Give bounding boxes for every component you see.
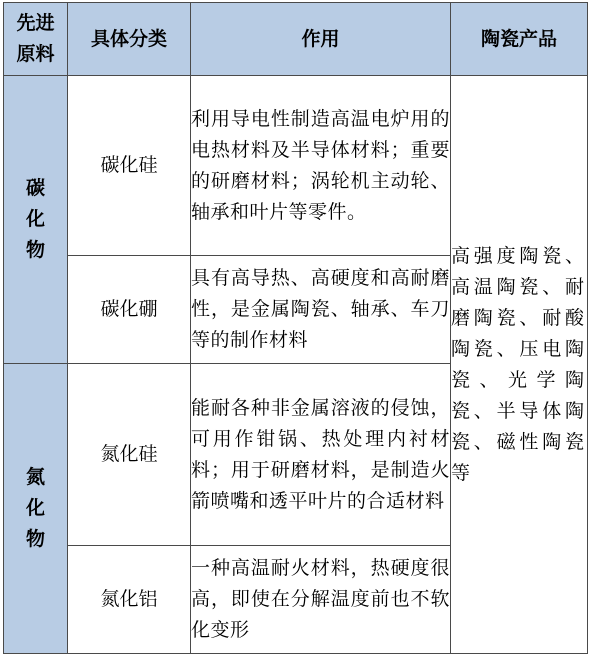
function-text: 利用导电性制造高温电炉用的电热材料及半导体材料；重要的研磨材料；涡轮机主动轮、轴承和叶片等零件。 <box>191 76 451 256</box>
function-text: 能耐各种非金属溶液的侵蚀，可用作钳锅、热处理内衬材料；用于研磨材料，是制造火箭喷嘴和透平叶片的合适材料 <box>191 364 451 546</box>
subcategory-name: 碳化硼 <box>68 256 191 364</box>
subcategory-name: 氮化铝 <box>68 546 191 654</box>
header-function: 作用 <box>191 3 451 76</box>
ceramic-products-text: 高强度陶瓷、高温陶瓷、耐磨陶瓷、耐酸陶瓷、压电陶瓷、光学陶瓷、半导体陶瓷、磁性陶瓷等 <box>451 76 588 654</box>
function-text: 一种高温耐火材料，热硬度很高，即使在分解温度前也不软化变形 <box>191 546 451 654</box>
header-row <box>4 3 588 76</box>
subcategory-name: 碳化硅 <box>68 76 191 256</box>
materials-table <box>3 2 588 654</box>
function-text: 具有高导热、高硬度和高耐磨性，是金属陶瓷、轴承、车刀等的制作材料 <box>191 256 451 364</box>
category-carbide: 碳 化 物 <box>4 76 68 364</box>
subcategory-name: 氮化硅 <box>68 364 191 546</box>
table-row <box>4 76 588 256</box>
header-subcategory: 具体分类 <box>68 3 191 76</box>
header-ceramic-products: 陶瓷产品 <box>451 3 588 76</box>
header-raw-material: 先进 原料 <box>4 3 68 76</box>
category-nitride: 氮 化 物 <box>4 364 68 654</box>
